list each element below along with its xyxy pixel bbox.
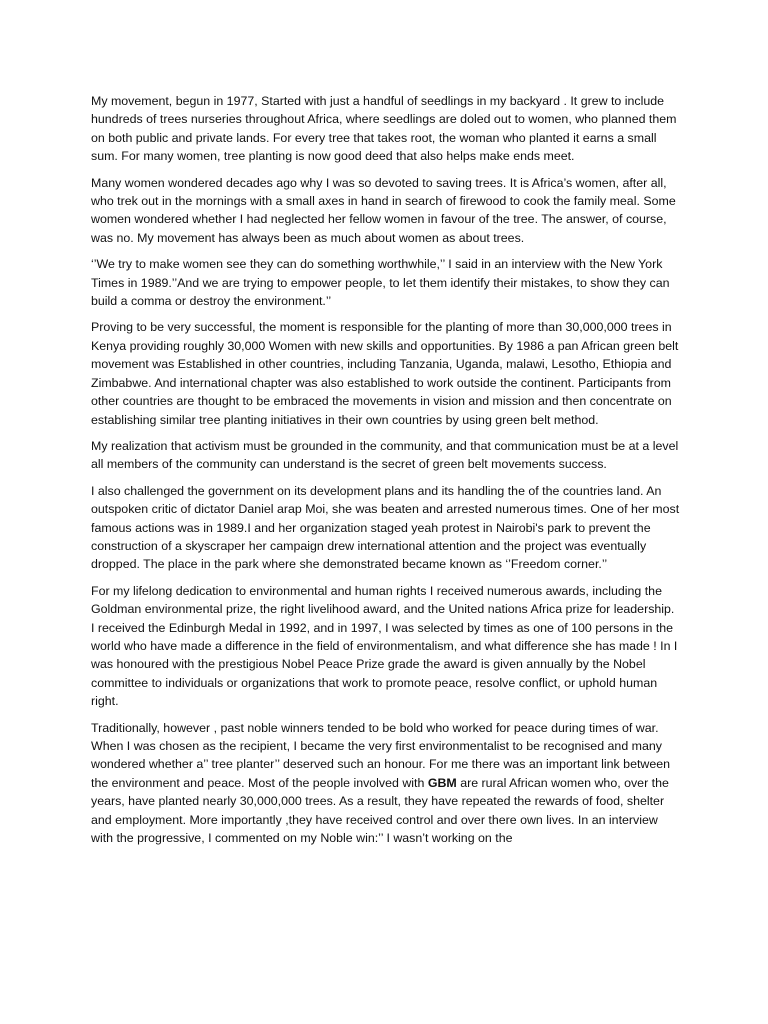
gbm-bold-text: GBM	[427, 775, 457, 790]
paragraph-7: For my lifelong dedication to environmental and human rights I received numerous awards, including the Goldman environmental prize, the right livelihood award, and the United nations Africa prize for leadership. I received the Edinburgh Medal in 1992, and in 1997, I was selected by times as one of 100 persons in the world who have made a difference in the field of environmentalism, and what difference she has made ! In I was honoured with the prestigious Nobel Peace Prize grade the award is given annually by the Nobel committee to individuals or organizations that work to promote peace, resolve conflict, or uphold human right.	[91, 583, 678, 709]
paragraph-8-text-start: Traditionally, however , past noble winners tended to be bold who worked for peace during times of war. When I was chosen as the recipient, I became the very first environmentalist to be recognised and many wondered whether a’’ tree planter’’ deserved such an honour. For me there was an important link between the environment and peace. Most of the people involved with	[91, 720, 671, 790]
paragraph-5: My realization that activism must be grounded in the community, and that communication must be at a level all members of the community can understand is the secret of green belt movements success.	[91, 438, 679, 472]
paragraph-6: I also challenged the government on its development plans and its handling the of the countries land. An outspoken critic of dictator Daniel arap Moi, she was beaten and arrested numerous times. One of her most famous actions was in 1989.I and her organization staged yeah protest in Nairobi's park to prevent the construction of a skyscraper her campaign drew international attention and the project was eventually dropped. The place in the park where she demonstrated became known as ‘’Freedom corner.’’	[91, 483, 680, 572]
paragraph-8	[91, 719, 681, 848]
paragraph-4: Proving to be very successful, the moment is responsible for the planting of more than 30,000,000 trees in Kenya providing roughly 30,000 Women with new skills and opportunities. By 1986 a pan African green belt movement was Established in other countries, including Tanzania, Uganda, malawi, Lesotho, Ethiopia and Zimbabwe. And international chapter was also established to work outside the continent. Participants from other countries are thought to be embraced the movements in vision and mission and then concentrate on establishing similar tree planting initiatives in their own countries by using green belt method.	[91, 320, 679, 427]
paragraph-3: ‘’We try to make women see they can do something worthwhile,’’ I said in an interview with the New York Times in 1989.’’And we are trying to empower people, to let them identify their mistakes, to show they can build a comma or destroy the environment.’’	[91, 257, 670, 309]
paragraph-2: Many women wondered decades ago why I was so devoted to saving trees. It is Africa’s women, after all, who trek out in the mornings with a small axes in hand in search of firewood to cook the family meal. Some women wondered whether I had neglected her fellow women in favour of the tree. The answer, of course, was no. My movement has always been as much about women as about trees.	[91, 175, 676, 245]
paragraph-1: My movement, begun in 1977, Started with just a handful of seedlings in my backyard . It grew to include hundreds of trees nurseries throughout Africa, where seedlings are doled out to women, who planned them on both public and private lands. For every tree that takes root, the woman who planted it earns a small sum. For many women, tree planting is now good deed that also helps make ends meet.	[91, 94, 677, 164]
paragraph-8-text-end: are rural African women who, over the years, have planted nearly 30,000,000 trees. As a result, they have repeated the rewards of food, shelter and employment. More importantly ,they have received control and over there own lives. In an interview with the progressive, I commented on my Noble win:’’ I wasn’t working on the	[91, 775, 669, 846]
document-page	[91, 92, 681, 855]
